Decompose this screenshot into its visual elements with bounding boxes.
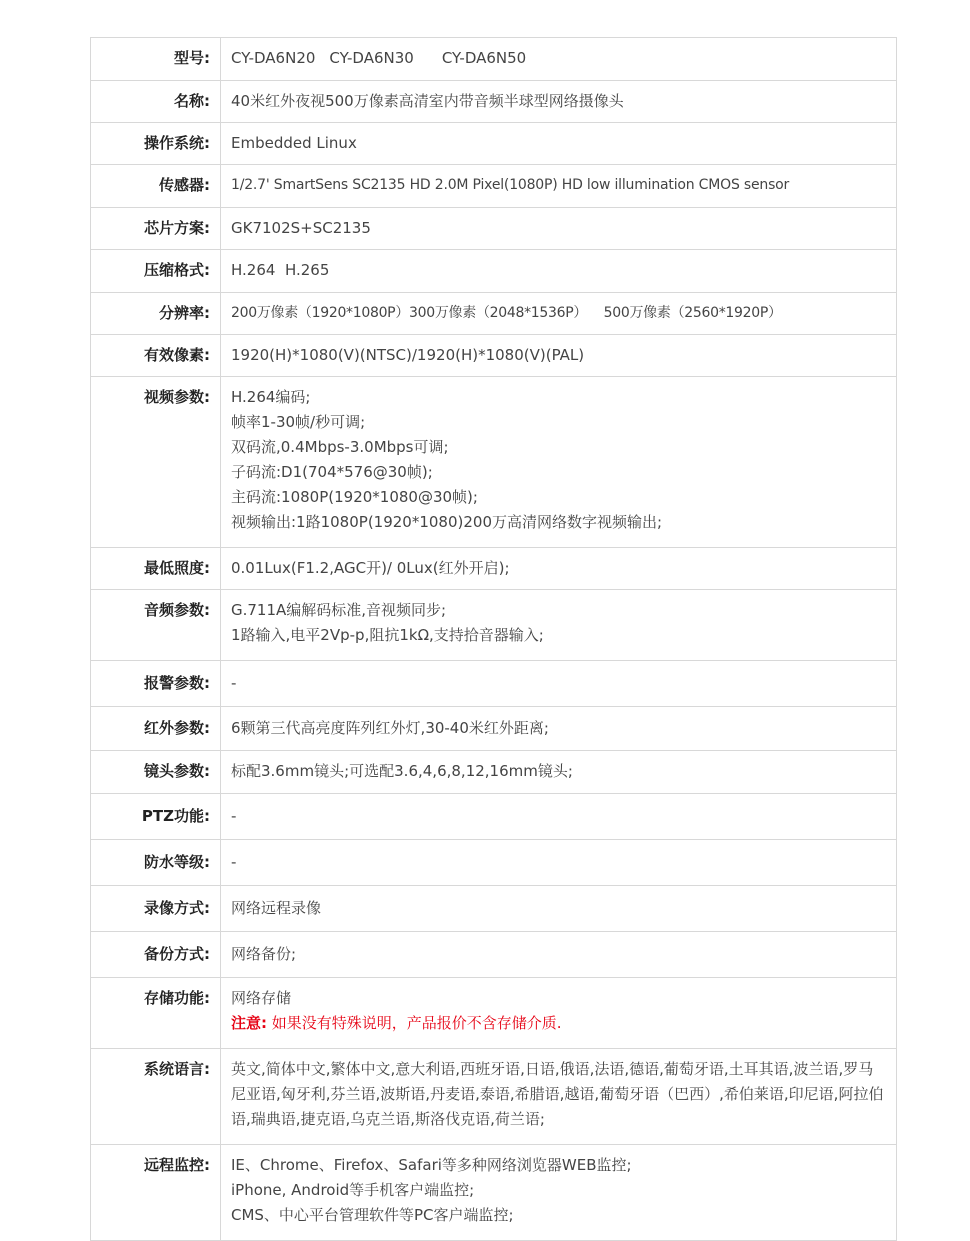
spec-value (221, 978, 897, 1049)
spec-row-waterproof (91, 840, 897, 886)
storage-note (231, 1011, 886, 1036)
model-name: CY-DA6N30 (329, 49, 414, 67)
spec-value-line: 网络存储 (231, 989, 292, 1007)
spec-value (221, 661, 897, 707)
spec-value-line: 视频输出:1路1080P(1920*1080)200万高清网络数字视频输出; (231, 513, 663, 531)
spec-row-recording (91, 886, 897, 932)
spec-label: 最低照度: (91, 548, 221, 590)
spec-row-effective-pixels (91, 335, 897, 377)
spec-value-line: - (231, 674, 237, 692)
spec-label: 镜头参数: (91, 751, 221, 794)
spec-value-line: 1路输入,电平2Vp-p,阻抗1kΩ,支持拾音器输入; (231, 626, 544, 644)
spec-label: 存储功能: (91, 978, 221, 1049)
spec-value-line: 6颗第三代高亮度阵列红外灯,30-40米红外距离; (231, 719, 549, 737)
spec-value-line: iPhone, Android等手机客户端监控; (231, 1181, 475, 1199)
spec-label: 远程监控: (91, 1145, 221, 1241)
spec-label: 视频参数: (91, 377, 221, 548)
spec-value (221, 590, 897, 661)
storage-note-text: 如果没有特殊说明，产品报价不含存储介质. (267, 1014, 562, 1032)
spec-row-compression (91, 250, 897, 293)
spec-row-chipset (91, 208, 897, 250)
spec-label: 压缩格式: (91, 250, 221, 293)
spec-label: 名称: (91, 81, 221, 123)
spec-value (221, 377, 897, 548)
spec-label: 录像方式: (91, 886, 221, 932)
spec-value (221, 81, 897, 123)
spec-row-audio (91, 590, 897, 661)
spec-row-languages (91, 1049, 897, 1145)
spec-value-line: CMS、中心平台管理软件等PC客户端监控; (231, 1206, 514, 1224)
spec-value-line: 40米红外夜视500万像素高清室内带音频半球型网络摄像头 (231, 92, 624, 110)
spec-label: 芯片方案: (91, 208, 221, 250)
spec-row-model (91, 38, 897, 81)
spec-row-remote-monitoring (91, 1145, 897, 1241)
spec-value (221, 1049, 897, 1145)
spec-value (221, 335, 897, 377)
spec-row-resolution (91, 293, 897, 335)
spec-label: PTZ功能: (91, 794, 221, 840)
spec-value-line: - (231, 807, 237, 825)
spec-value (221, 293, 897, 335)
spec-value-line: - (231, 853, 237, 871)
spec-label: 传感器: (91, 165, 221, 208)
spec-label: 备份方式: (91, 932, 221, 978)
spec-value (221, 123, 897, 165)
spec-value-line: 1920(H)*1080(V)(NTSC)/1920(H)*1080(V)(PAL) (231, 346, 585, 364)
model-name: CY-DA6N20 (231, 49, 316, 67)
spec-label: 操作系统: (91, 123, 221, 165)
spec-value (221, 707, 897, 751)
spec-value (221, 548, 897, 590)
spec-value (221, 932, 897, 978)
spec-value-line: 1/2.7' SmartSens SC2135 HD 2.0M Pixel(1080P) HD low illumination CMOS sensor (231, 177, 790, 193)
spec-value (221, 751, 897, 794)
spec-value (221, 840, 897, 886)
spec-value (221, 1145, 897, 1241)
spec-value-line: H.264编码; (231, 388, 311, 406)
spec-row-infrared (91, 707, 897, 751)
spec-value (221, 208, 897, 250)
model-name: CY-DA6N50 (441, 49, 527, 67)
spec-value-line: 标配3.6mm镜头;可选配3.6,4,6,8,12,16mm镜头; (231, 762, 573, 780)
storage-note-label: 注意: (231, 1014, 267, 1032)
spec-value-line: 主码流:1080P(1920*1080@30帧); (231, 488, 478, 506)
spec-label: 系统语言: (91, 1049, 221, 1145)
spec-value (221, 165, 897, 208)
spec-label: 分辨率: (91, 293, 221, 335)
spec-label: 有效像素: (91, 335, 221, 377)
spec-value (221, 886, 897, 932)
spec-value-line: 200万像素（1920*1080P）300万像素（2048*1536P） 500万像素（2560*1920P） (231, 305, 782, 321)
spec-label: 报警参数: (91, 661, 221, 707)
spec-value-line: 0.01Lux(F1.2,AGC开)/ 0Lux(红外开启); (231, 559, 510, 577)
spec-row-os (91, 123, 897, 165)
spec-label: 红外参数: (91, 707, 221, 751)
spec-value-line: Embedded Linux (231, 134, 357, 152)
spec-value-line: GK7102S+SC2135 (231, 219, 371, 237)
spec-label: 防水等级: (91, 840, 221, 886)
spec-value (221, 250, 897, 293)
spec-label: 音频参数: (91, 590, 221, 661)
spec-value (221, 38, 897, 81)
spec-value-line: G.711A编解码标准,音视频同步; (231, 601, 447, 619)
spec-row-video (91, 377, 897, 548)
spec-row-name (91, 81, 897, 123)
language-list: 英文,简体中文,繁体中文,意大利语,西班牙语,日语,俄语,法语,德语,葡萄牙语,土耳其语,波兰语,罗马尼亚语,匈牙利,芬兰语,波斯语,丹麦语,泰语,希腊语,越语,葡萄牙语（巴西）,希伯莱语,印尼语,阿拉伯语,瑞典语,捷克语,乌克兰语,斯洛伐克语,荷兰语; (231, 1060, 884, 1128)
spec-row-alarm (91, 661, 897, 707)
spec-value-line: IE、Chrome、Firefox、Safari等多种网络浏览器WEB监控; (231, 1156, 632, 1174)
spec-value-line: 网络备份; (231, 945, 297, 963)
spec-row-min-illumination (91, 548, 897, 590)
spec-row-backup (91, 932, 897, 978)
spec-table (90, 37, 897, 1241)
spec-row-storage (91, 978, 897, 1049)
spec-row-lens (91, 751, 897, 794)
spec-value-line: H.264 H.265 (231, 261, 330, 279)
spec-value-line: 网络远程录像 (231, 899, 322, 917)
spec-row-sensor (91, 165, 897, 208)
spec-row-ptz (91, 794, 897, 840)
spec-value (221, 794, 897, 840)
spec-value-line: 子码流:D1(704*576@30帧); (231, 463, 433, 481)
spec-value-line: 双码流,0.4Mbps-3.0Mbps可调; (231, 438, 449, 456)
spec-value-line: 帧率1-30帧/秒可调; (231, 413, 366, 431)
spec-label: 型号: (91, 38, 221, 81)
